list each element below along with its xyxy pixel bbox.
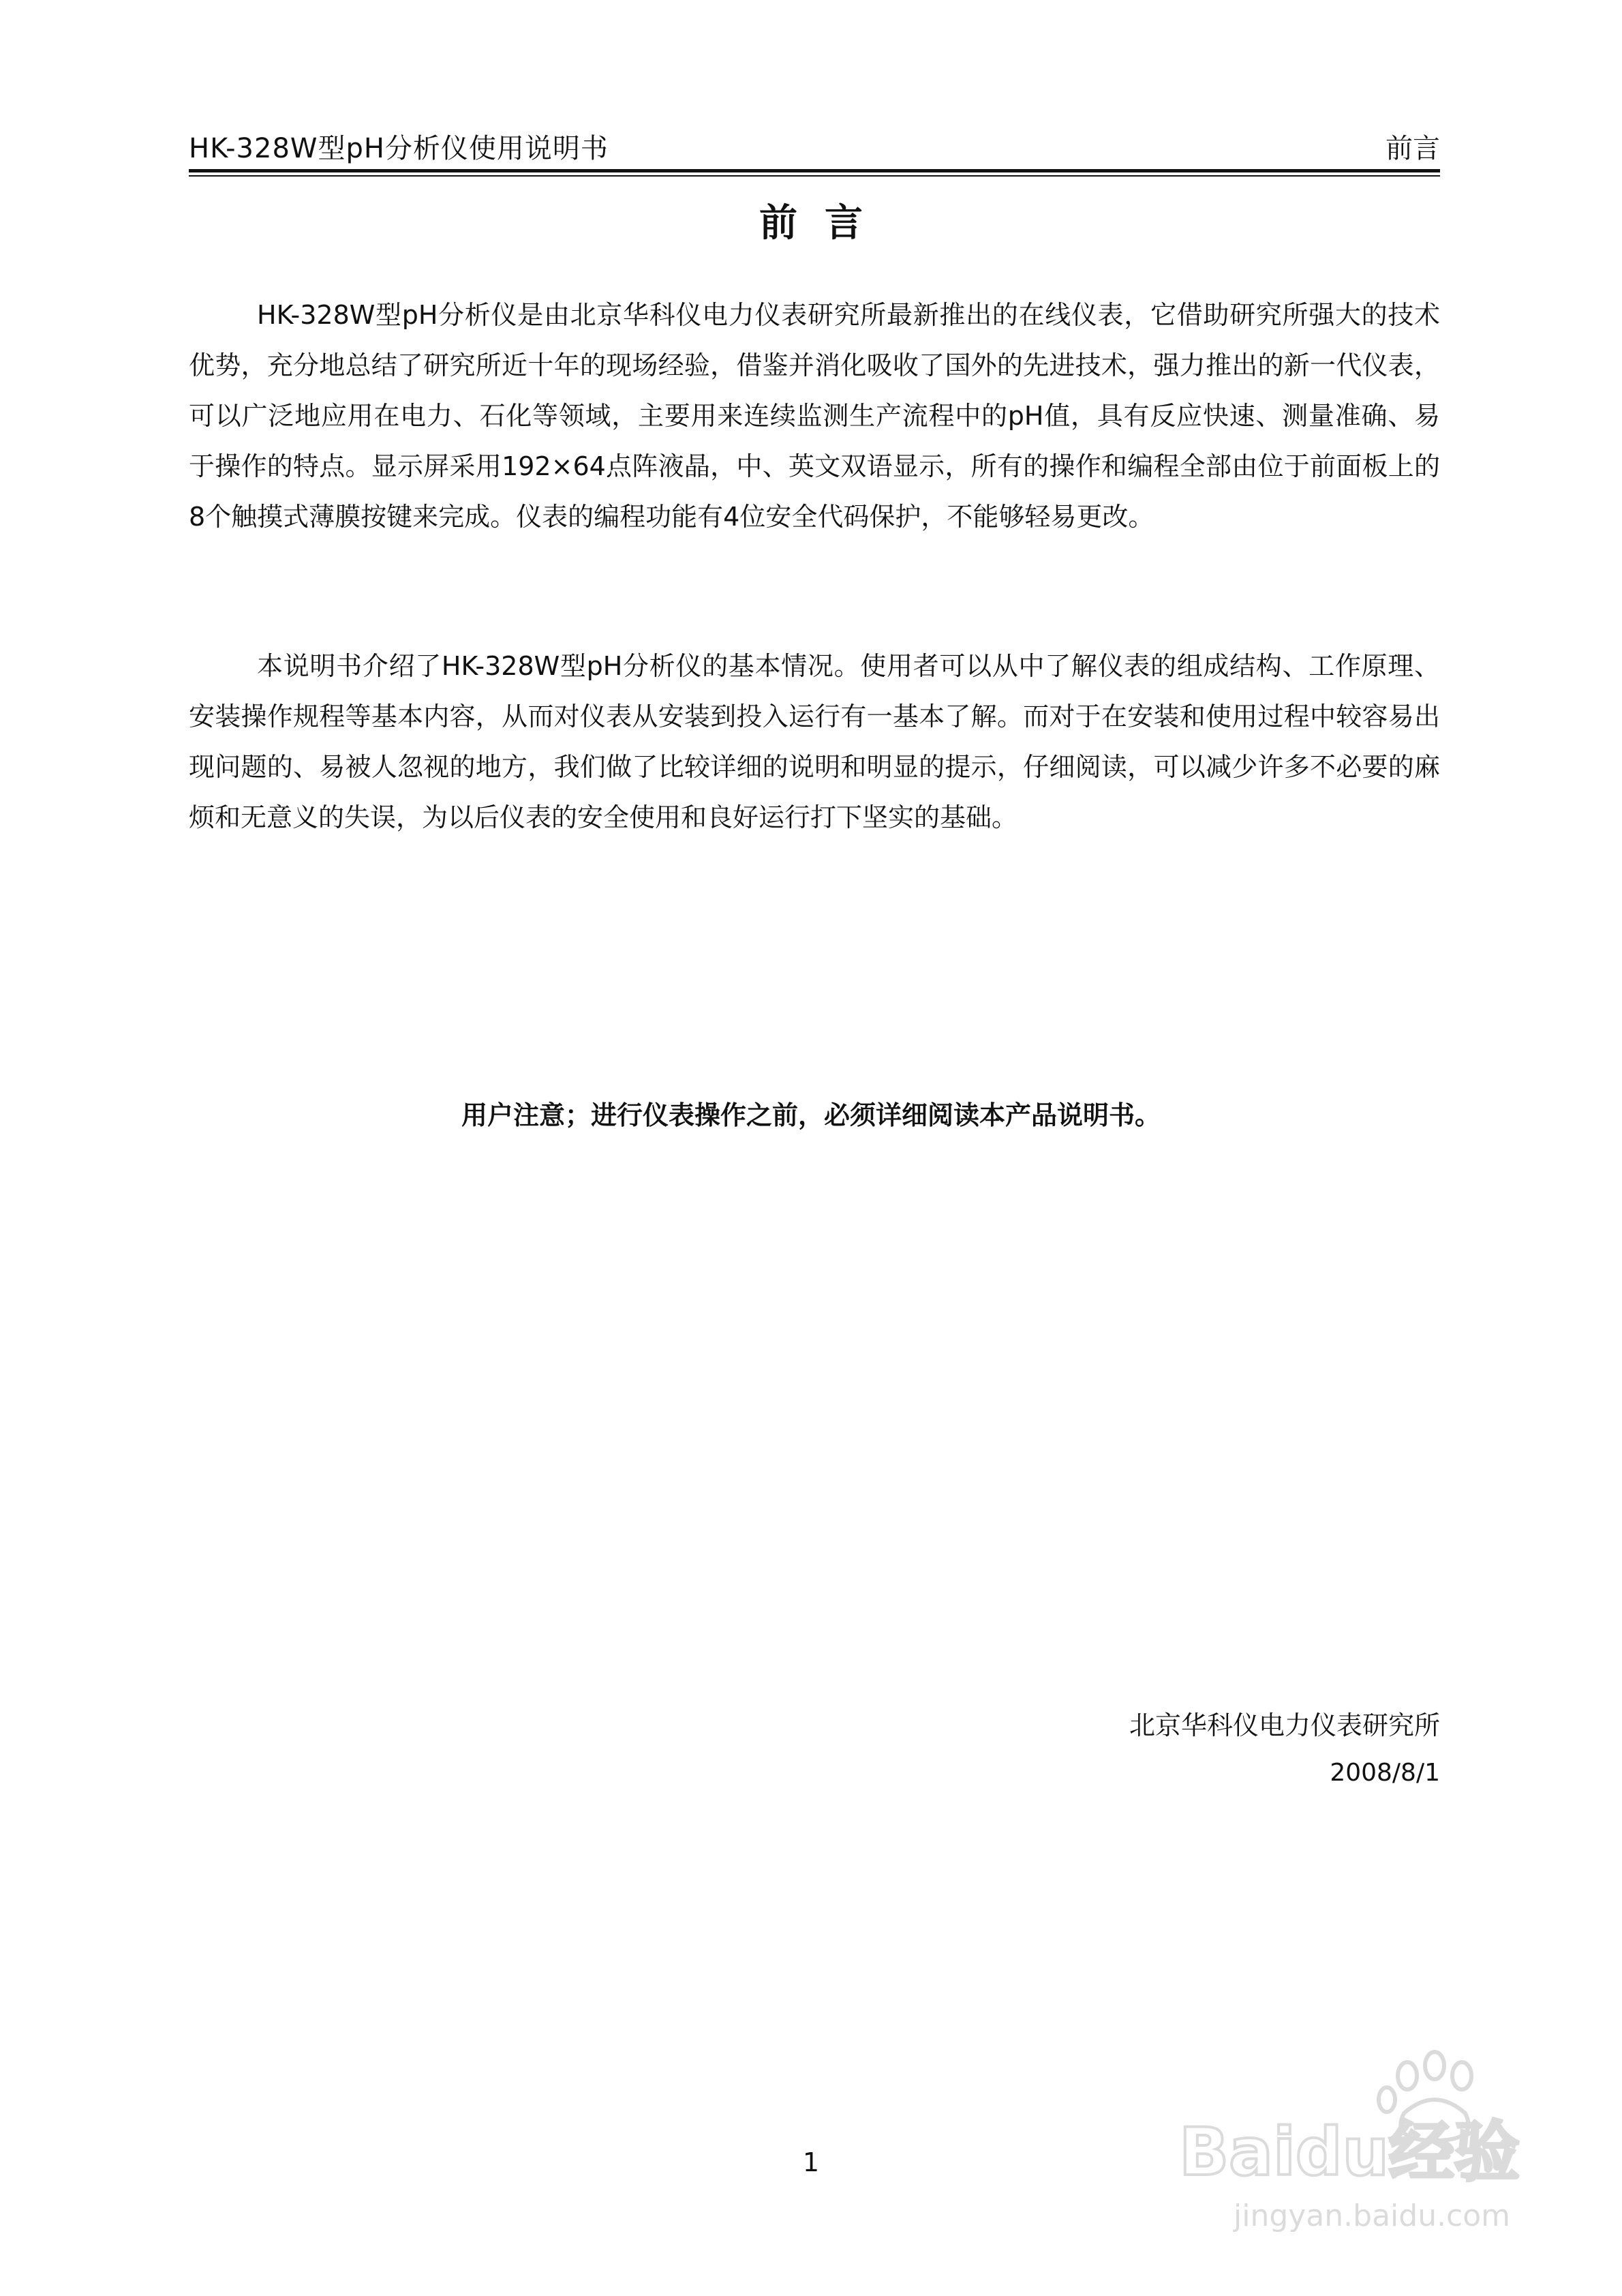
watermark-url: jingyan.baidu.com	[1234, 2199, 1511, 2233]
page-number: 1	[802, 2147, 820, 2177]
page-title: 前言	[759, 201, 890, 245]
paragraph-manual-description: 本说明书介绍了HK-328W型pH分析仪的基本情况。使用者可以从中了解仪表的组成结构、工作原理、安装操作规程等基本内容，从而对仪表从安装到投入运行有一基本了解。而对于在安装和使用过程中较容易出现问题的、易被人忽视的地方，我们做了比较详细的说明和明显的提示，仔细阅读，可以减少许多不必要的麻烦和无意义的失误，为以后仪表的安全使用和良好运行打下坚实的基础。	[189, 651, 1440, 832]
paragraph-intro: HK-328W型pH分析仪是由北京华科仪电力仪表研究所最新推出的在线仪表，它借助研究所强大的技术优势，充分地总结了研究所近十年的现场经验，借鉴并消化吸收了国外的先进技术，强力推出的新一代仪表，可以广泛地应用在电力、石化等领域，主要用来连续监测生产流程中的pH值，具有反应快速、测量准确、易于操作的特点。显示屏采用192×64点阵液晶，中、英文双语显示，所有的操作和编程全部由位于前面板上的8个触摸式薄膜按键来完成。仪表的编程功能有4位安全代码保护，不能够轻易更改。	[189, 300, 1440, 532]
organization-name: 北京华科仪电力仪表研究所	[1129, 1710, 1440, 1740]
watermark-brand: Baidu经验	[1179, 2114, 1520, 2190]
baidu-jingyan-watermark	[1159, 2038, 1567, 2243]
document-title: HK-328W型pH分析仪使用说明书	[189, 133, 609, 164]
user-notice: 用户注意；进行仪表操作之前，必须详细阅读本产品说明书。	[461, 1100, 1161, 1130]
document-date: 2008/8/1	[1330, 1759, 1440, 1787]
section-name: 前言	[1386, 133, 1440, 164]
header-rule-thick	[189, 169, 1440, 172]
page-header	[189, 121, 1440, 170]
header-rule-thin	[189, 175, 1440, 177]
